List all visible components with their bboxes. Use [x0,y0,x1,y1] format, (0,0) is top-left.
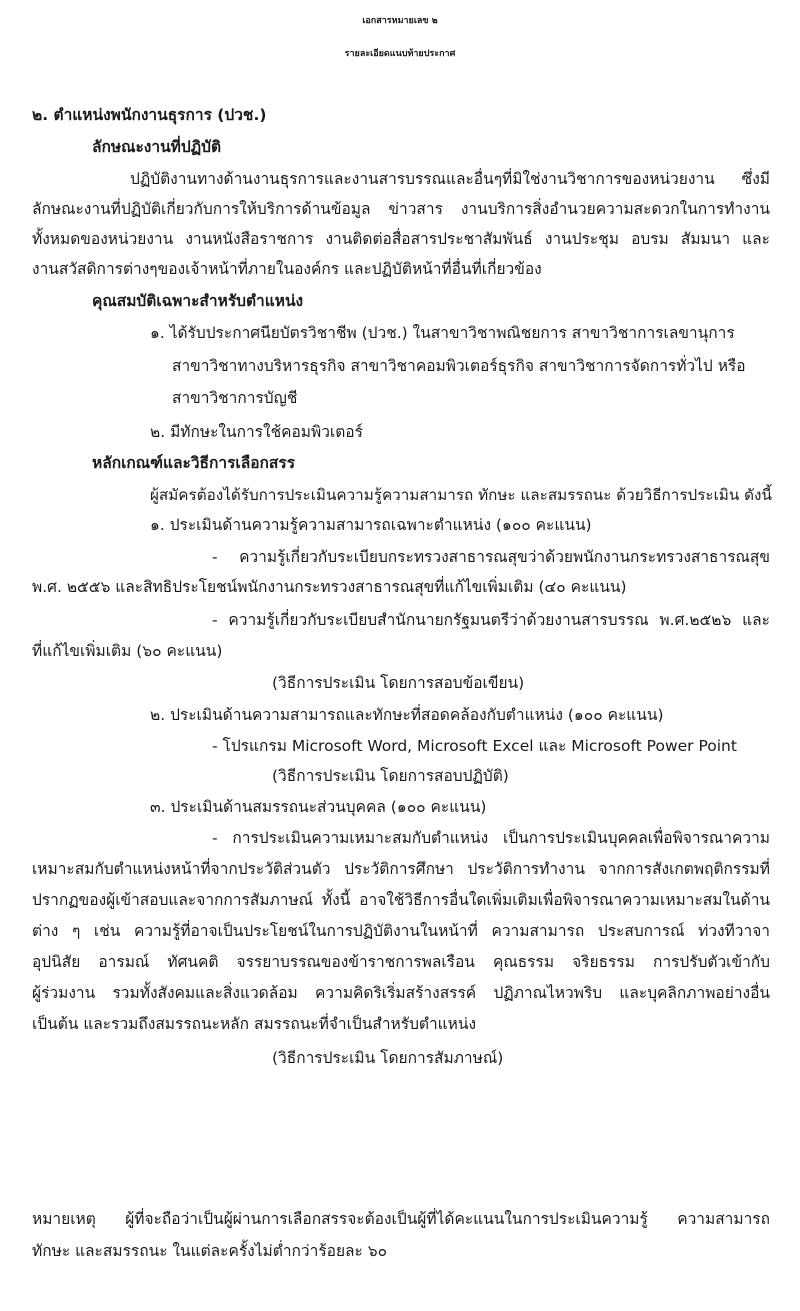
duties-line: ทั้งหมดของหน่วยงาน งานหนังสือราชการ งานติดต่อสื่อสารประชาสัมพันธ์ งานประชุม อบรม สัมมนา และ [32,230,770,248]
evaluation-1-method: (วิธีการประเมิน โดยการสอบข้อเขียน) [272,674,525,692]
duties-line: ลักษณะงานที่ปฏิบัติเกี่ยวกับการให้บริการด้านข้อมูล ข่าวสาร งานบริการสิ่งอำนวยความสะดวกในการทำงาน [32,200,770,218]
evaluation-3-item-cont: ผู้ร่วมงาน รวมทั้งสังคมและสิ่งแวดล้อม ความคิดริเริ่มสร้างสรรค์ ปฏิภาณไหวพริบ และบุคลิกภาพอย่างอื่น [32,984,770,1002]
note-line: หมายเหตุ ผู้ที่จะถือว่าเป็นผู้ผ่านการเลือกสรรจะต้องเป็นผู้ที่ได้คะแนนในการประเมินความรู้ ความสามารถ [32,1210,770,1228]
document-number: เอกสารหมายเลข ๒ [362,16,438,26]
evaluation-3-item-cont: อุปนิสัย อารมณ์ ทัศนคติ จรรยาบรรณของข้าราชการพลเรือน คุณธรรม จริยธรรม การปรับตัวเข้ากับ [32,953,770,971]
evaluation-2-method: (วิธีการประเมิน โดยการสอบปฏิบัติ) [272,767,509,785]
evaluation-3-item-cont: เหมาะสมกับตำแหน่งหน้าที่จากประวัติส่วนตัว ประวัติการศึกษา ประวัติการทำงาน จากการสังเกตพฤติกรรมที่ [32,860,770,878]
evaluation-3-item-cont: เป็นต้น และรวมถึงสมรรถนะหลัก สมรรถนะที่จำเป็นสำหรับตำแหน่ง [32,1015,477,1033]
evaluation-3-method: (วิธีการประเมิน โดยการสัมภาษณ์) [272,1049,504,1067]
duties-line: ปฏิบัติงานทางด้านงานธุรการและงานสารบรรณและอื่นๆที่มิใช่งานวิชาการของหน่วยงาน ซึ่งมี [130,170,770,188]
criteria-intro: ผู้สมัครต้องได้รับการประเมินความรู้ความสามารถ ทักษะ และสมรรถนะ ด้วยวิธีการประเมิน ดังนี้ [150,486,772,504]
criteria-heading: หลักเกณฑ์และวิธีการเลือกสรร [92,454,296,472]
evaluation-1-item-cont: พ.ศ. ๒๕๕๖ และสิทธิประโยชน์พนักงานกระทรวงสาธารณสุขที่แก้ไขเพิ่มเติม (๔๐ คะแนน) [32,578,627,596]
evaluation-3-item: - การประเมินความเหมาะสมกับตำแหน่ง เป็นการประเมินบุคคลเพื่อพิจารณาความ [212,829,770,847]
evaluation-1-item: - ความรู้เกี่ยวกับระเบียบกระทรวงสาธารณสุขว่าด้วยพนักงานกระทรวงสาธารณสุข [212,548,770,566]
qualification-item: ๑. ได้รับประกาศนียบัตรวิชาชีพ (ปวช.) ในสาขาวิชาพณิชยการ สาขาวิชาการเลขานุการ [150,324,735,342]
qualification-item: ๒. มีทักษะในการใช้คอมพิวเตอร์ [150,423,363,441]
qualification-item-cont: สาขาวิชาการบัญชี [172,389,298,407]
note-line: ทักษะ และสมรรถนะ ในแต่ละครั้งไม่ต่ำกว่าร้อยละ ๖๐ [32,1242,388,1260]
evaluation-3-item-cont: ต่าง ๆ เช่น ความรู้ที่อาจเป็นประโยชน์ในการปฏิบัติงานในหน้าที่ ความสามารถ ประสบการณ์ ท่วงทีวาจา [32,922,770,940]
position-title: ๒. ตำแหน่งพนักงานธุรการ (ปวช.) [32,106,267,124]
evaluation-2-title: ๒. ประเมินด้านความสามารถและทักษะที่สอดคล้องกับตำแหน่ง (๑๐๐ คะแนน) [150,706,664,724]
evaluation-1-item: - ความรู้เกี่ยวกับระเบียบสำนักนายกรัฐมนตรีว่าด้วยงานสารบรรณ พ.ศ.๒๕๒๖ และ [212,611,770,629]
evaluation-2-item: - โปรแกรม Microsoft Word, Microsoft Excel และ Microsoft Power Point [212,737,737,755]
qualifications-heading: คุณสมบัติเฉพาะสำหรับตำแหน่ง [92,292,304,310]
evaluation-3-title: ๓. ประเมินด้านสมรรถนะส่วนบุคคล (๑๐๐ คะแนน) [150,798,487,816]
document-title: รายละเอียดแนบท้ายประกาศ [344,49,456,59]
evaluation-1-item-cont: ที่แก้ไขเพิ่มเติม (๖๐ คะแนน) [32,642,223,660]
duties-heading: ลักษณะงานที่ปฏิบัติ [92,138,222,156]
evaluation-3-item-cont: ปรากฏของผู้เข้าสอบและจากการสัมภาษณ์ ทั้งนี้ อาจใช้วิธีการอื่นใดเพิ่มเติมเพื่อพิจารณาความเหมาะสมในด้าน [32,891,770,909]
duties-line: งานสวัสดิการต่างๆของเจ้าหน้าที่ภายในองค์กร และปฏิบัติหน้าที่อื่นที่เกี่ยวข้อง [32,260,542,278]
qualification-item-cont: สาขาวิชาทางบริหารธุรกิจ สาขาวิชาคอมพิวเตอร์ธุรกิจ สาขาวิชาการจัดการทั่วไป หรือ [172,357,746,375]
evaluation-1-title: ๑. ประเมินด้านความรู้ความสามารถเฉพาะตำแหน่ง (๑๐๐ คะแนน) [150,516,592,534]
